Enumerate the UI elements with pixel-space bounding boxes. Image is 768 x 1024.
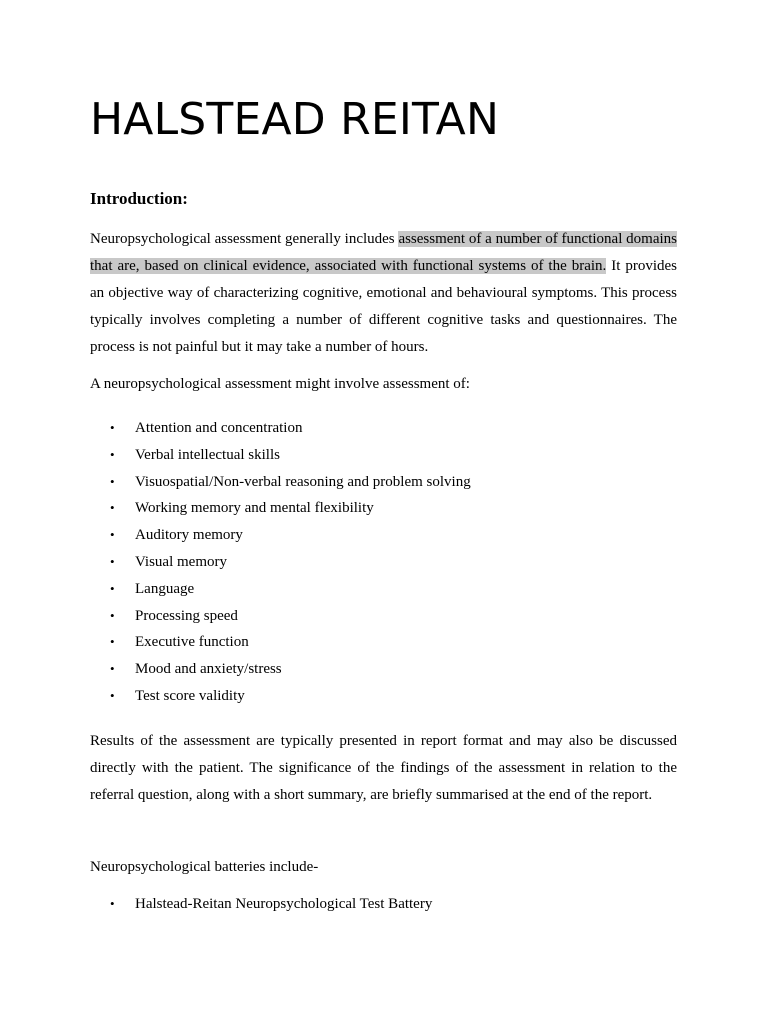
assessment-lead: A neuropsychological assessment might involve assessment of:: [90, 376, 470, 392]
list-item-text: Processing speed: [135, 607, 238, 624]
bullet-icon: •: [110, 420, 115, 435]
intro-text-start: Neuropsychological assessment generally includes: [90, 231, 399, 247]
intro-text-end: It provides an objective way of characterizing cognitive, emotional and behavioural symptoms. This process typically involves completing a number of different cognitive tasks and questionnaires. The process is not painful but it may take a number of hours.: [90, 258, 677, 355]
list-item-text: Visual memory: [135, 553, 227, 570]
list-item-text: Halstead-Reitan Neuropsychological Test Battery: [135, 896, 433, 912]
list-item-text: Visuospatial/Non-verbal reasoning and problem solving: [135, 473, 471, 490]
list-item-text: Auditory memory: [135, 527, 243, 544]
document-title: HALSTEAD REITAN: [90, 94, 500, 145]
results-paragraph: Results of the assessment are typically presented in report format and may also be discussed directly with the patient. The significance of the findings of the assessment in relation to the referral question, along with a short summary, are briefly summarised at the end of the report.: [90, 733, 677, 803]
bullet-icon: •: [110, 607, 115, 623]
bullet-icon: •: [110, 473, 115, 489]
list-item-text: Attention and concentration: [135, 420, 303, 436]
intro-paragraph: [90, 226, 677, 361]
bullet-icon: •: [110, 687, 115, 703]
bullet-icon: •: [110, 634, 115, 650]
bullet-icon: •: [110, 580, 115, 596]
list-item-text: Verbal intellectual skills: [135, 446, 280, 463]
intro-heading: Introduction:: [90, 189, 188, 208]
list-item-text: Executive function: [135, 634, 249, 651]
bullet-icon: •: [110, 661, 115, 677]
list-item-text: Language: [135, 580, 195, 597]
highlighted-text: assessment of a number of functional domains that are, based on clinical evidence, associated with functional systems of the brain.: [90, 231, 677, 274]
bullet-icon: •: [110, 553, 115, 569]
batteries-lead: Neuropsychological batteries include-: [90, 859, 319, 875]
list-item-text: Mood and anxiety/stress: [135, 661, 282, 678]
bullet-icon: •: [110, 527, 115, 543]
bullet-icon: •: [110, 446, 115, 462]
bullet-icon: •: [110, 896, 115, 911]
bullet-icon: •: [110, 500, 115, 516]
list-item-text: Working memory and mental flexibility: [135, 500, 374, 517]
list-item-text: Test score validity: [135, 687, 245, 704]
